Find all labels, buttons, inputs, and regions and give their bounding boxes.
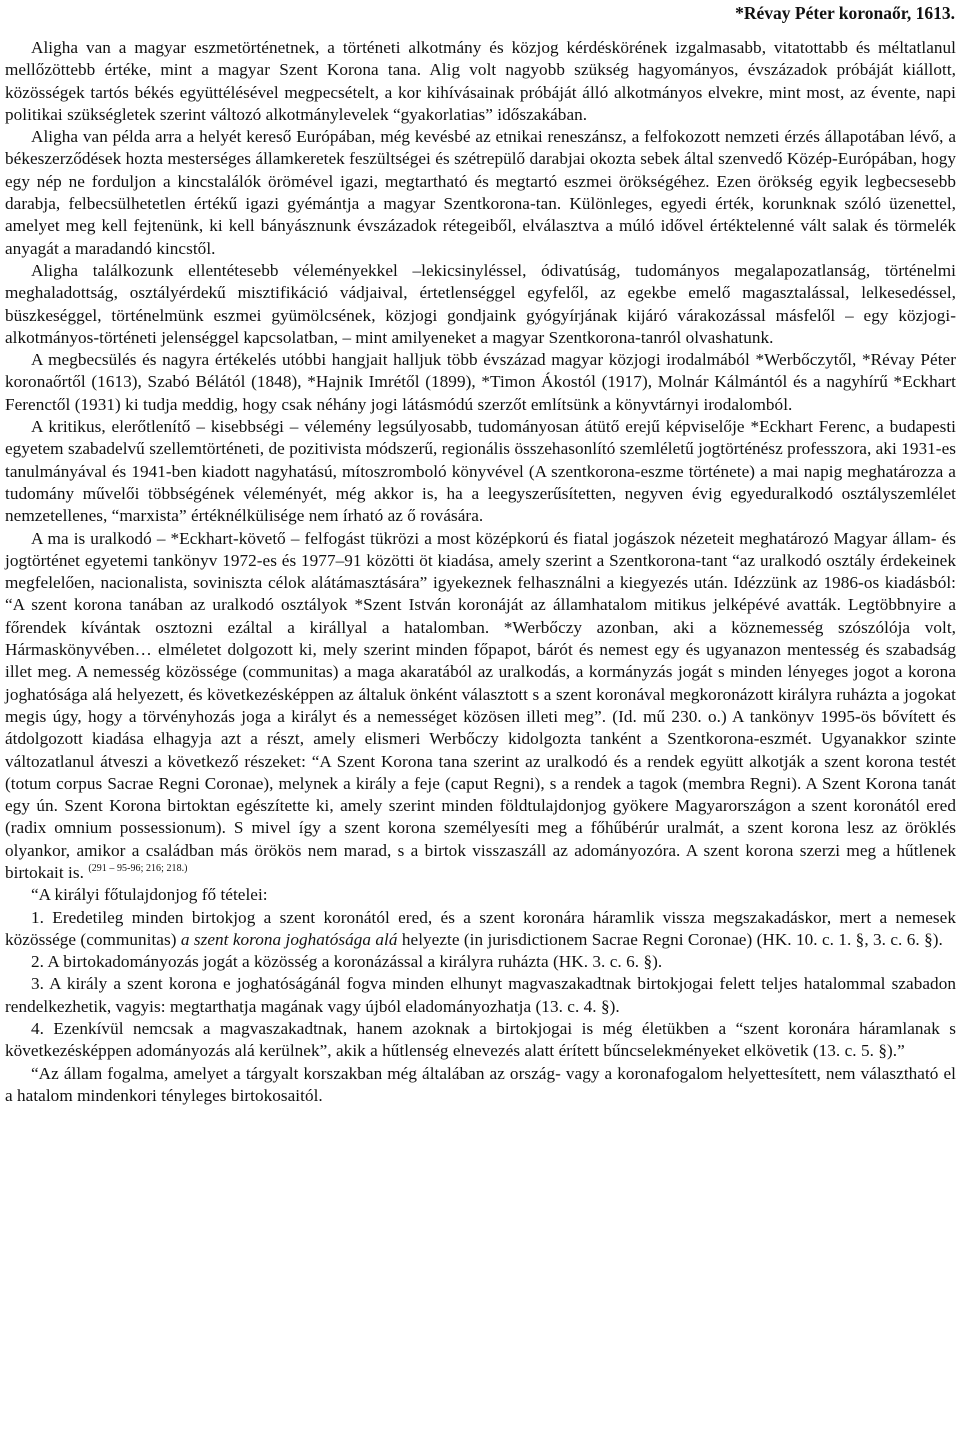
paragraph-1: Aligha van a magyar eszmetörténetnek, a történeti alkotmány és közjog kérdéskörének izgalmasabb, vitatottabb és méltatlanul mellőzöttebb értéke, mint a magyar Szent Korona tana. Alig volt nagyobb szükség hagyományos, évszázadok próbáját kiállott, közösségek tartós békés együttélésével megpecsételt, a kor kihívásainak próbáját álló alkotmányos elvekre, mint most, az évente, napi politikai szükségletek szerint változó alkotmánylevelek “gyakorlatias” időszakában. xyxy=(5,38,956,124)
paragraph-3: Aligha találkozunk ellentétesebb véleményekkel –lekicsinyléssel, ódivatúság, tudományos megalapozatlanság, történelmi meghaladottság, osztályérdekű misztifikáció vádjaival, értetlenséggel egyfelől, az egekbe emelő magasztalással, lelkesedéssel, büszkeséggel, történelmünk eszmei gyümölcsének, közjogi gondjaink gyógyírjának kijáró várakozással másfelől – egy közjogi-alkotmányos-történeti jelenséggel kapcsolatban, – mint amilyeneket a magyar Szentkorona-tanról olvashatunk. xyxy=(5,260,956,347)
paragraph-2: Aligha van példa arra a helyét kereső Európában, még kevésbé az etnikai reneszánsz, a felfokozott nemzeti érzés állapotában lévő, a békeszerződések hozta mesterséges államkeretek feszültségei és szétrepülő darabjai okozta sebek által szenvedő Közép-Európában, hogy egy nép ne forduljon a kincstalálók örömével igazi, megtartható és megtartó eszmei örökségéhez. Ezen örökség egyik legbecsesebb darabja, felbecsülhetetlen értékű igazi gyémántja a magyar Szentkorona-tan. Különleges, egyedi érték, korunknak szóló üzenettel, amelyet meg kell fejtenünk, ki kell bányásznunk évszázadok rétegeiből, elválasztva a múló idővel értéktelenné vált salak és törmelék anyagát a maradandó kincstől. xyxy=(5,127,956,258)
paragraph-10: 3. A király a szent korona e joghatóságánál fogva minden elhunyt magvaszakadtnak birtokjogai felett teljes hatalommal szabadon rendelkezhetik, vagyis: megtarthatja magának vagy újból eladományozhatja (13. c. 4. §). xyxy=(5,974,956,1016)
paragraph-7: “A királyi főtulajdonjog fő tételei: xyxy=(31,885,268,905)
paragraph-8-text-b: helyezte (in jurisdictionem Sacrae Regni Coronae) (HK. 10. c. 1. §, 3. c. 6. §). xyxy=(397,929,943,949)
footnote-reference: (291 – 95-96; 216; 218.) xyxy=(88,862,188,874)
paragraph-12: “Az állam fogalma, amelyet a tárgyalt korszakban még általában az ország- vagy a koronafogalom helyettesített, nem választható el a hatalom mindenkori tényleges birtokosaitól. xyxy=(5,1063,956,1105)
paragraph-8 xyxy=(5,907,956,952)
paragraph-8-text-a: 1. Eredetileg minden birtokjog a szent koronától ered, és a szent koronára háramlik vissza megszakadáskor, mert a nemesek közössége (communitas) xyxy=(5,907,956,949)
page-header: *Révay Péter koronaőr, 1613. xyxy=(735,3,955,23)
paragraph-6-text: A ma is uralkodó – *Eckhart-követő – felfogást tükrözi a most középkorú és fiatal jogászok nézeteit meghatározó Magyar állam- és jogtörténet egyetemi tankönyv 1972-es és 1977–91 közötti öt kiadása, amely szerint a Szentkorona-tant “az uralkodó osztály érdekeinek megfelelően, nacionalista, soviniszta célok alátámasztására” igyekeznek felhasználni a kiegyezés után. Idézzünk az 1986-os kiadásból: “A szent korona tanában az uralkodó osztályok *Szent István koronáját az államhatalom mitikus jelképévé avatták. Legtöbbnyire a főrendek kívántak osztozni ezáltal a királlyal a hatalomban. *Werbőczy azonban, aki a köznemesség szószólója volt, Hármaskönyvében… elméletet dolgozott ki, mely szerint minden főpapot, bárót és nemest egy és ugyanazon mentesség és szabadság illet meg. A nemesség közössége (communitas) a maga akaratából az uralkodás, a kormányzás jogát s minden lényeges jogot a korona joghatósága alá helyezett, és következésképpen az általuk önként választott s a szent koronával megkoronázott királyra ruházta a jogokat megis úgy, hogy a törvényhozás joga a királyt és a nemességet közösen illeti meg”. (Id. mű 230. o.) A tankönyv 1995-ös bővített és átdolgozott kiadása elhagyja azt a részt, amely elismeri Werbőczy kidolgozta tanként a Szentkorona-eszmét. Ugyanakkor szinte változatlanul átveszi a következő részeket: “A Szent Korona tana szerint az uralkodó és a rendek együtt alkotják a szent korona testét (totum corpus Sacrae Regni Coronae), melynek a király a feje (caput Regni), s a rendek a tagok (membra Regni). A Szent Korona tanát egy ún. Szent Korona birtoktan egészítette ki, amely szerint minden földtulajdonjog gyökere Magyarországon a szent koronától ered (radix omnium possessionum). S mivel így a szent korona személyesíti meg a főhűbérúr uralmát, a szent korona lesz az öröklés olyankor, amikor a családban más örökös nem marad, s a birtok visszaszáll az adományozóra. A szent korona szerzi meg a hűtlenek birtokait is. xyxy=(5,528,956,882)
paragraph-11: 4. Ezenkívül nemcsak a magvaszakadtnak, hanem azoknak a birtokjogai is még életükben a “szent koronára háramlanak s következésképpen adományozás alá kerülnek”, akik a hűtlenség elnevezés alatt érített bűncselekményeket elkövetik (13. c. 5. §).” xyxy=(5,1019,956,1061)
paragraph-8-italic: a szent korona joghatósága alá xyxy=(180,929,398,949)
paragraph-9: 2. A birtokadományozás jogát a közösség a koronázással a királyra ruházta (HK. 3. c. 6. §). xyxy=(31,952,663,972)
paragraph-5: A kritikus, elerőtlenítő – kisebbségi – vélemény legsúlyosabb, tudományosan átütő erejű képviselője *Eckhart Ferenc, a budapesti egyetem szabadelvű szellemtörténeti, de pozitivista módszerű, regionális összehasonlító szemléletű jogtörténész professzora, aki 1931-es tanulmányával és 1941-ben kiadott nagyhatású, mítoszromboló könyvével (A szentkorona-eszme története) a mai napig meghatározza a tudomány művelői többségének véleményét, még akkor is, ha a leegyszerűsítetten, negyven évig egyeduralkodó osztályszemlélet nemzetellenes, “marxista” értéknélkülisége nem írható az ő rovására. xyxy=(5,417,956,526)
paragraph-4: A megbecsülés és nagyra értékelés utóbbi hangjait halljuk több évszázad magyar közjogi irodalmából *Werbőczytől, *Révay Péter koronaőrtől (1613), Szabó Bélától (1848), *Hajnik Imrétől (1899), *Timon Ákostól (1917), Molnár Kálmántól és a nagyhírű *Eckhart Ferenctől (1931) ki tudja meddig, hogy csak néhány jogi látásmódú szerzőt említsünk a könyvtárnyi irodalomból. xyxy=(5,350,956,414)
paragraph-6 xyxy=(5,528,956,885)
